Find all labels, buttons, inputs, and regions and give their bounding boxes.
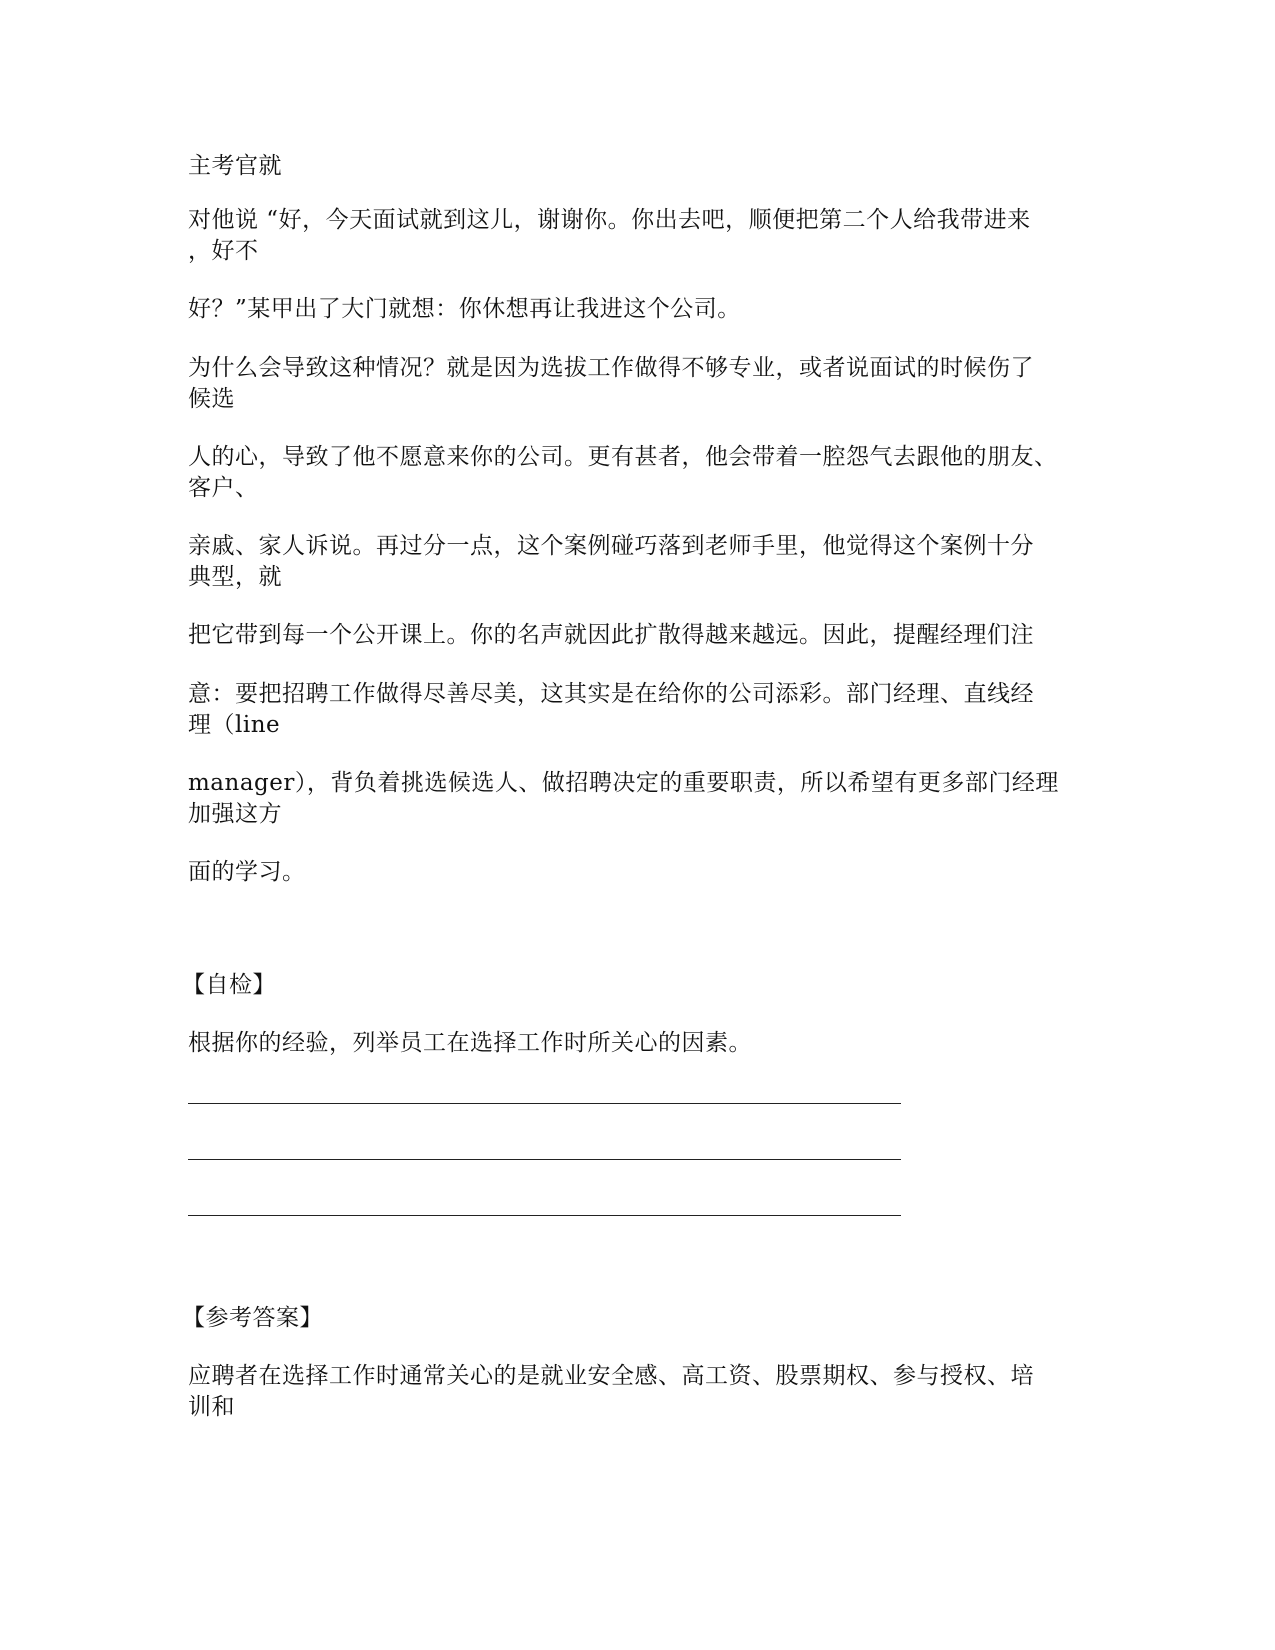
- answer-blank-line[interactable]: [188, 1159, 901, 1160]
- answer-blank-line[interactable]: [188, 1103, 901, 1104]
- text-line: 理（line: [188, 712, 281, 738]
- reference-answer-heading: 【参考答案】: [182, 1305, 323, 1331]
- text-line: 意：要把招聘工作做得尽善尽美，这其实是在给你的公司添彩。部门经理、直线经: [188, 681, 1034, 707]
- text-line: 典型，就: [188, 564, 282, 590]
- reference-answer-line: 训和: [188, 1394, 235, 1420]
- text-line: 对他说 “好，今天面试就到这儿，谢谢你。你出去吧，顺便把第二个人给我带进来: [188, 207, 1031, 233]
- text-line: 主考官就: [188, 153, 282, 179]
- reference-answer-line: 应聘者在选择工作时通常关心的是就业安全感、高工资、股票期权、参与授权、培: [188, 1363, 1034, 1389]
- answer-blank-line[interactable]: [188, 1215, 901, 1216]
- text-line: 好？”某甲出了大门就想：你休想再让我进这个公司。: [188, 296, 741, 322]
- text-line: manager），背负着挑选候选人、做招聘决定的重要职责，所以希望有更多部门经理: [188, 770, 1059, 796]
- self-check-question: 根据你的经验，列举员工在选择工作时所关心的因素。: [188, 1030, 752, 1056]
- self-check-heading: 【自检】: [182, 972, 276, 998]
- text-line: 人的心，导致了他不愿意来你的公司。更有甚者，他会带着一腔怨气去跟他的朋友、: [188, 444, 1058, 470]
- text-line: 为什么会导致这种情况？就是因为选拔工作做得不够专业，或者说面试的时候伤了: [188, 355, 1034, 381]
- text-line: 加强这方: [188, 801, 282, 827]
- text-line: 亲戚、家人诉说。再过分一点，这个案例碰巧落到老师手里，他觉得这个案例十分: [188, 533, 1034, 559]
- text-line: ，好不: [188, 238, 259, 264]
- text-line: 把它带到每一个公开课上。你的名声就因此扩散得越来越远。因此，提醒经理们注: [188, 622, 1034, 648]
- text-line: 面的学习。: [188, 859, 306, 885]
- text-line: 客户、: [188, 475, 259, 501]
- text-line: 候选: [188, 386, 235, 412]
